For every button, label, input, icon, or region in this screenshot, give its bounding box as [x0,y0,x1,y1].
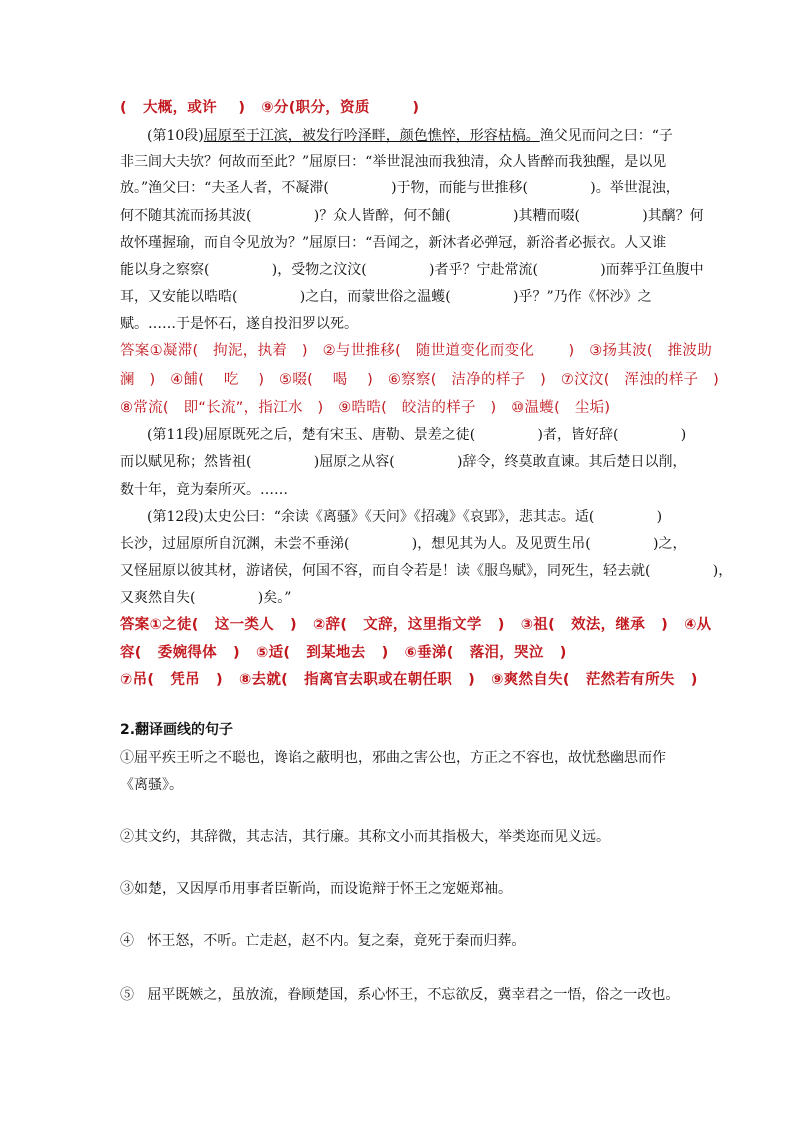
p10-label: (第10段) [147,128,204,144]
sentence-3: ③如楚，又因厚币用事者臣靳尚，而设诡辩于怀王之宠姬郑袖。 [120,881,512,897]
ans12-line-2: 容( 委婉得体 ) ⑤适( 到某地去 ) ⑥垂涕( 落泪，哭泣 ) [120,645,567,661]
p10-line-2: 非三闾大夫欤？何故而至此？”屈原曰：“举世混浊而我独清，众人皆醉而我独醒，是以见 [120,154,667,170]
sentence-1-line-1: ①屈平疾王听之不聪也，谗谄之蔽明也，邪曲之害公也，方正之不容也，故忧愁幽思而作 [120,750,666,766]
sentence-1-line-2: 《离骚》。 [120,777,183,793]
p10-line-1 [147,125,673,145]
sentence-5: ⑤ 屈平既嫉之，虽放流，眷顾楚国，系心怀王，不忘欲反，冀幸君之一悟，俗之一改也。 [120,987,680,1003]
p10-line-5: 故怀瑾握瑜，而自令见放为？”屈原曰：“吾闻之，新沐者必弹冠，新浴者必振衣。人又谁 [120,235,667,251]
p11-line-3: 数十年，竟为秦所灭。…… [120,482,288,498]
ans10-line-1: 答案①凝滞( 拘泥，执着 ) ②与世推移( 随世道变化而变化 ) ③扬其波( 推波助 [120,343,713,359]
ans10-line-2: 澜 ) ④餔( 吃 ) ⑤啜( 喝 ) ⑥察察( 洁净的样子 ) ⑦汶汶( 浑浊的样子 ) [120,372,720,388]
p10-line-8: 赋。……于是怀石，遂自投汨罗以死。 [120,316,358,332]
p10-line-4: 何不随其流而扬其波( )？众人皆醉，何不餔( )其糟而啜( )其醨？何 [120,208,704,224]
sentence-4: ④ 怀王怒，不听。亡走赵，赵不内。复之秦，竟死于秦而归葬。 [120,933,526,949]
top-answer-line: ( 大概，或许 ) ⑨分(职分，资质 ) [120,100,420,116]
p11-line-1: (第11段)屈原既死之后，楚有宋玉、唐勒、景差之徒( )者，皆好辞( ) [147,427,687,443]
ans12-line-1: 答案①之徒( 这一类人 ) ②辞( 文辞，这里指文学 ) ③祖( 效法，继承 ) ④从 [120,617,712,633]
p10-line-7: 耳，又安能以晧晧( )之白，而蒙世俗之温蠖( )乎？”乃作《怀沙》之 [120,289,652,305]
p10-underlined-sentence: 屈原至于江滨，被发行吟泽畔，颜色憔悴，形容枯槁。 [203,128,540,144]
sentence-2: ②其文约，其辞微，其志洁，其行廉。其称文小而其指极大，举类迩而见义远。 [120,829,610,845]
p10-line-1-tail: 渔父见而问之曰：“子 [539,128,673,144]
p12-line-1: (第12段)太史公曰：“余读《离骚》《天问》《招魂》《哀郢》，悲其志。适( ) [147,509,663,525]
p12-line-4: 又爽然自失( )矣。” [120,590,292,606]
section-2-heading: 2.翻译画线的句子 [120,722,234,738]
p11-line-2: 而以赋见称；然皆祖( )屈原之从容( )辞令，终莫敢直谏。其后楚日以削， [120,454,687,470]
p12-line-2: 长沙，过屈原所自沉渊，未尝不垂涕( )，想见其为人。及见贾生吊( )之， [120,536,687,552]
ans12-line-3: ⑦吊( 凭吊 ) ⑧去就( 指离官去职或在朝任职 ) ⑨爽然自失( 茫然若有所失 ) [120,672,698,688]
ans10-line-3: ⑧常流( 即“长流”，指江水 ) ⑨晧晧( 皎洁的样子 ) ⑩温蠖( 尘垢) [120,400,611,416]
p10-line-6: 能以身之察察( )，受物之汶汶( )者乎？宁赴常流( )而葬乎江鱼腹中 [120,262,704,278]
p12-line-3: 又怪屈原以彼其材，游诸侯，何国不容，而自令若是！读《服鸟赋》，同死生，轻去就( )， [120,563,733,579]
p10-line-3: 放。”渔父曰：“夫圣人者，不凝滞( )于物，而能与世推移( )。举世混浊， [120,180,680,196]
